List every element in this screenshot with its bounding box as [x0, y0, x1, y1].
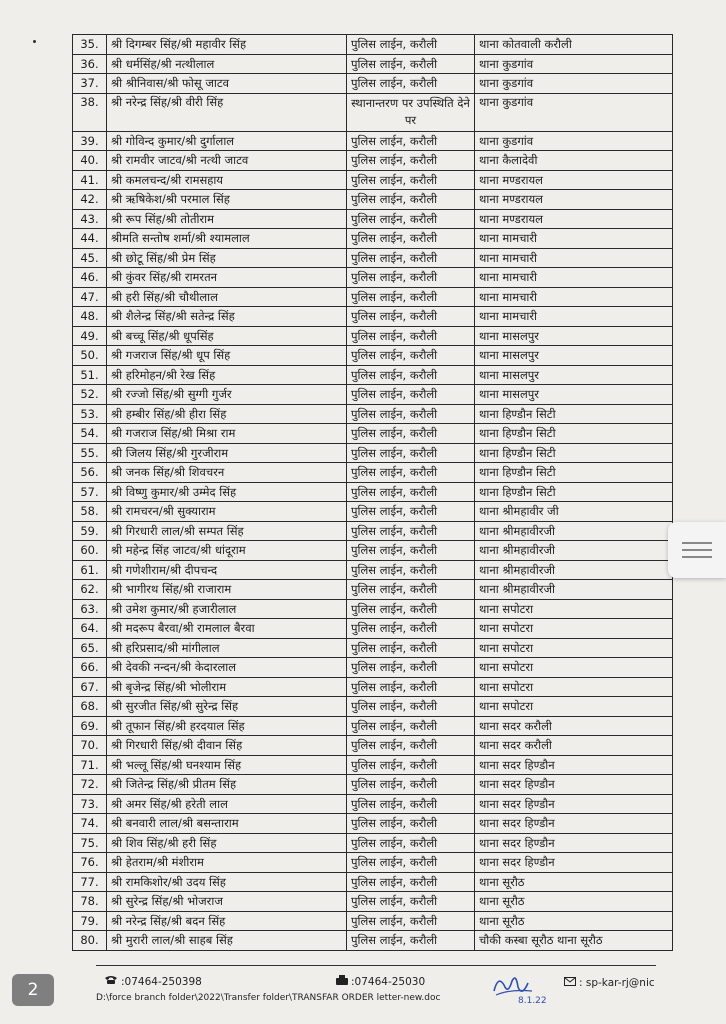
row-number: 35. [73, 35, 107, 55]
employee-name: श्री ऋषिकेश/श्री परमाल सिंह [107, 190, 347, 210]
from-location: पुलिस लाईन, करौली [347, 931, 475, 951]
employee-name: श्री रज्जो सिंह/श्री सुग्गी गुर्जर [107, 385, 347, 405]
email-address: : sp-kar-rj@nic [579, 977, 655, 989]
to-location: थाना मासलपुर [475, 326, 673, 346]
table-row [73, 736, 673, 756]
row-number: 77. [73, 872, 107, 892]
to-location: थाना हिण्डौन सिटी [475, 404, 673, 424]
table-row [73, 697, 673, 717]
from-location: पुलिस लाईन, करौली [347, 911, 475, 931]
from-location: पुलिस लाईन, करौली [347, 346, 475, 366]
row-number: 54. [73, 424, 107, 444]
from-location: पुलिस लाईन, करौली [347, 404, 475, 424]
to-location: थाना सदर हिण्डौन [475, 853, 673, 873]
row-number: 51. [73, 365, 107, 385]
row-number: 66. [73, 658, 107, 678]
phone-icon [104, 975, 118, 988]
employee-name: श्री गजराज सिंह/श्री धूप सिंह [107, 346, 347, 366]
to-location: थाना मामचारी [475, 248, 673, 268]
employee-name: श्री गणेशीराम/श्री दीपचन्द [107, 560, 347, 580]
row-number: 65. [73, 638, 107, 658]
employee-name: श्री कमलचन्द/श्री रामसहाय [107, 170, 347, 190]
employee-name: श्री सुरजीत सिंह/श्री सुरेन्द्र सिंह [107, 697, 347, 717]
to-location: थाना मासलपुर [475, 346, 673, 366]
from-location: पुलिस लाईन, करौली [347, 287, 475, 307]
from-location: स्थानान्तरण पर उपस्थिति देने पर [347, 93, 475, 131]
from-location: पुलिस लाईन, करौली [347, 190, 475, 210]
table-row [73, 93, 673, 131]
employee-name: श्री शिव सिंह/श्री हरी सिंह [107, 833, 347, 853]
email-line [564, 977, 655, 989]
letter-footer [96, 969, 676, 1009]
row-number: 46. [73, 268, 107, 288]
transfer-table [72, 34, 673, 951]
from-location: पुलिस लाईन, करौली [347, 521, 475, 541]
from-location: पुलिस लाईन, करौली [347, 638, 475, 658]
row-number: 73. [73, 794, 107, 814]
table-row [73, 365, 673, 385]
table-row [73, 560, 673, 580]
employee-name: श्री जिलय सिंह/श्री गुरजीराम [107, 443, 347, 463]
employee-name: श्री रामवीर जाटव/श्री नत्थी जाटव [107, 151, 347, 171]
to-location: थाना कुडगांव [475, 74, 673, 94]
to-location: थाना सूरौठ [475, 911, 673, 931]
table-row [73, 755, 673, 775]
transfer-table-body [73, 35, 673, 951]
to-location: थाना सदर हिण्डौन [475, 755, 673, 775]
to-location: थाना हिण्डौन सिटी [475, 443, 673, 463]
row-number: 69. [73, 716, 107, 736]
to-location: थाना सपोटरा [475, 638, 673, 658]
employee-name: श्री बृजेन्द्र सिंह/श्री भोलीराम [107, 677, 347, 697]
row-number: 74. [73, 814, 107, 834]
from-location: पुलिस लाईन, करौली [347, 209, 475, 229]
row-number: 52. [73, 385, 107, 405]
from-location: पुलिस लाईन, करौली [347, 833, 475, 853]
table-row [73, 404, 673, 424]
to-location: थाना सदर करौली [475, 716, 673, 736]
table-row [73, 326, 673, 346]
from-location: पुलिस लाईन, करौली [347, 365, 475, 385]
to-location: थाना मण्डरायल [475, 170, 673, 190]
employee-name: श्री देवकी नन्दन/श्री केदारलाल [107, 658, 347, 678]
employee-name: श्री कुंवर सिंह/श्री रामरतन [107, 268, 347, 288]
file-path: D:\force branch folder\2022\Transfer folder\TRANSFAR ORDER letter-new.doc [96, 993, 441, 1003]
to-location: चौकी कस्बा सूरौठ थाना सूरौठ [475, 931, 673, 951]
row-number: 64. [73, 619, 107, 639]
to-location: थाना सूरौठ [475, 872, 673, 892]
employee-name: श्री विष्णु कुमार/श्री उम्मेद सिंह [107, 482, 347, 502]
from-location: पुलिस लाईन, करौली [347, 677, 475, 697]
margin-dot [33, 40, 36, 43]
table-row [73, 346, 673, 366]
to-location: थाना श्रीमहावीरजी [475, 521, 673, 541]
row-number: 55. [73, 443, 107, 463]
table-row [73, 307, 673, 327]
to-location: थाना सपोटरा [475, 697, 673, 717]
employee-name: श्री गिरधारी सिंह/श्री दीवान सिंह [107, 736, 347, 756]
to-location: थाना सदर हिण्डौन [475, 833, 673, 853]
row-number: 53. [73, 404, 107, 424]
from-location: पुलिस लाईन, करौली [347, 463, 475, 483]
footer-divider [96, 965, 656, 966]
to-location: थाना सूरौठ [475, 892, 673, 912]
from-location: पुलिस लाईन, करौली [347, 54, 475, 74]
employee-name: श्री रूप सिंह/श्री तोतीराम [107, 209, 347, 229]
table-row [73, 619, 673, 639]
employee-name: श्री भल्लू सिंह/श्री घनश्याम सिंह [107, 755, 347, 775]
to-location: थाना सपोटरा [475, 658, 673, 678]
from-location: पुलिस लाईन, करौली [347, 248, 475, 268]
row-number: 42. [73, 190, 107, 210]
row-number: 38. [73, 93, 107, 131]
employee-name: श्री हरी सिंह/श्री चौथीलाल [107, 287, 347, 307]
table-row [73, 521, 673, 541]
fax-number: :07464-25030 [351, 976, 426, 988]
fax-line [336, 975, 425, 988]
employee-name: श्री भागीरथ सिंह/श्री राजाराम [107, 580, 347, 600]
row-number: 58. [73, 502, 107, 522]
row-number: 36. [73, 54, 107, 74]
table-row [73, 170, 673, 190]
mail-icon [564, 977, 576, 989]
table-row [73, 794, 673, 814]
employee-name: श्री नरेन्द्र सिंह/श्री वीरी सिंह [107, 93, 347, 131]
table-row [73, 638, 673, 658]
table-row [73, 463, 673, 483]
row-number: 80. [73, 931, 107, 951]
row-number: 39. [73, 131, 107, 151]
employee-name: श्री अमर सिंह/श्री हरेती लाल [107, 794, 347, 814]
to-location: थाना श्रीमहावीरजी [475, 560, 673, 580]
from-location: पुलिस लाईन, करौली [347, 307, 475, 327]
to-location: थाना मामचारी [475, 287, 673, 307]
table-row [73, 541, 673, 561]
table-row [73, 385, 673, 405]
to-location: थाना सपोटरा [475, 677, 673, 697]
employee-name: श्री उमेश कुमार/श्री हजारीलाल [107, 599, 347, 619]
to-location: थाना कुडगांव [475, 93, 673, 131]
employee-name: श्री जितेन्द्र सिंह/श्री प्रीतम सिंह [107, 775, 347, 795]
from-location: पुलिस लाईन, करौली [347, 131, 475, 151]
table-row [73, 833, 673, 853]
row-number: 50. [73, 346, 107, 366]
to-location: थाना श्रीमहावीरजी [475, 541, 673, 561]
from-location: पुलिस लाईन, करौली [347, 560, 475, 580]
employee-name: श्री तूफान सिंह/श्री हरदयाल सिंह [107, 716, 347, 736]
employee-name: श्री हरिप्रसाद/श्री मांगीलाल [107, 638, 347, 658]
employee-name: श्री मुरारी लाल/श्री साहब सिंह [107, 931, 347, 951]
from-location: पुलिस लाईन, करौली [347, 482, 475, 502]
employee-name: श्री रामकिशोर/श्री उदय सिंह [107, 872, 347, 892]
employee-name: श्री हरिमोहन/श्री रेख सिंह [107, 365, 347, 385]
table-row [73, 911, 673, 931]
row-number: 68. [73, 697, 107, 717]
table-row [73, 74, 673, 94]
row-number: 37. [73, 74, 107, 94]
from-location: पुलिस लाईन, करौली [347, 268, 475, 288]
phone-line [104, 975, 202, 988]
to-location: थाना मासलपुर [475, 365, 673, 385]
row-number: 59. [73, 521, 107, 541]
from-location: पुलिस लाईन, करौली [347, 794, 475, 814]
table-row [73, 677, 673, 697]
table-row [73, 931, 673, 951]
row-number: 56. [73, 463, 107, 483]
row-number: 71. [73, 755, 107, 775]
employee-name: श्री सुरेन्द्र सिंह/श्री भोजराज [107, 892, 347, 912]
from-location: पुलिस लाईन, करौली [347, 151, 475, 171]
table-row [73, 814, 673, 834]
row-number: 67. [73, 677, 107, 697]
table-row [73, 872, 673, 892]
employee-name: श्रीमति सन्तोष शर्मा/श्री श्यामलाल [107, 229, 347, 249]
to-location: थाना कुडगांव [475, 131, 673, 151]
from-location: पुलिस लाईन, करौली [347, 580, 475, 600]
signature-date: 8.1.22 [518, 996, 547, 1006]
employee-name: श्री मदरूप बैरवा/श्री रामलाल बैरवा [107, 619, 347, 639]
row-number: 72. [73, 775, 107, 795]
row-number: 75. [73, 833, 107, 853]
row-number: 47. [73, 287, 107, 307]
to-location: थाना मासलपुर [475, 385, 673, 405]
table-row [73, 892, 673, 912]
employee-name: श्री गोविन्द कुमार/श्री दुर्गालाल [107, 131, 347, 151]
from-location: पुलिस लाईन, करौली [347, 424, 475, 444]
row-number: 49. [73, 326, 107, 346]
from-location: पुलिस लाईन, करौली [347, 697, 475, 717]
table-row [73, 775, 673, 795]
table-row [73, 502, 673, 522]
to-location: थाना मण्डरायल [475, 209, 673, 229]
row-number: 40. [73, 151, 107, 171]
menu-button[interactable] [668, 522, 726, 578]
to-location: थाना श्रीमहावीरजी [475, 580, 673, 600]
employee-name: श्री धर्मसिंह/श्री नत्थीलाल [107, 54, 347, 74]
from-location: पुलिस लाईन, करौली [347, 385, 475, 405]
table-row [73, 151, 673, 171]
row-number: 45. [73, 248, 107, 268]
table-row [73, 268, 673, 288]
to-location: थाना मामचारी [475, 268, 673, 288]
row-number: 62. [73, 580, 107, 600]
from-location: पुलिस लाईन, करौली [347, 619, 475, 639]
row-number: 44. [73, 229, 107, 249]
to-location: थाना सदर करौली [475, 736, 673, 756]
from-location: पुलिस लाईन, करौली [347, 716, 475, 736]
table-row [73, 35, 673, 55]
to-location: थाना सपोटरा [475, 599, 673, 619]
employee-name: श्री दिगम्बर सिंह/श्री महावीर सिंह [107, 35, 347, 55]
from-location: पुलिस लाईन, करौली [347, 755, 475, 775]
from-location: पुलिस लाईन, करौली [347, 502, 475, 522]
to-location: थाना मण्डरायल [475, 190, 673, 210]
to-location: थाना हिण्डौन सिटी [475, 482, 673, 502]
employee-name: श्री शैलेन्द्र सिंह/श्री सतेन्द्र सिंह [107, 307, 347, 327]
table-row [73, 424, 673, 444]
to-location: थाना मामचारी [475, 307, 673, 327]
from-location: पुलिस लाईन, करौली [347, 853, 475, 873]
table-row [73, 131, 673, 151]
employee-name: श्री बच्चू सिंह/श्री धूपसिंह [107, 326, 347, 346]
row-number: 79. [73, 911, 107, 931]
table-row [73, 853, 673, 873]
table-row [73, 716, 673, 736]
employee-name: श्री गजराज सिंह/श्री मिश्रा राम [107, 424, 347, 444]
employee-name: श्री श्रीनिवास/श्री फोसू जाटव [107, 74, 347, 94]
row-number: 78. [73, 892, 107, 912]
fax-icon [336, 975, 348, 988]
table-row [73, 482, 673, 502]
table-row [73, 599, 673, 619]
from-location: पुलिस लाईन, करौली [347, 443, 475, 463]
page-number-badge[interactable]: 2 [12, 974, 54, 1006]
signature [488, 969, 556, 1007]
from-location: पुलिस लाईन, करौली [347, 326, 475, 346]
employee-name: श्री महेन्द्र सिंह जाटव/श्री धांदूराम [107, 541, 347, 561]
table-row [73, 248, 673, 268]
to-location: थाना सदर हिण्डौन [475, 814, 673, 834]
table-row [73, 443, 673, 463]
to-location: थाना हिण्डौन सिटी [475, 424, 673, 444]
from-location: पुलिस लाईन, करौली [347, 658, 475, 678]
employee-name: श्री हेतराम/श्री मंशीराम [107, 853, 347, 873]
to-location: थाना हिण्डौन सिटी [475, 463, 673, 483]
to-location: थाना श्रीमहावीर जी [475, 502, 673, 522]
from-location: पुलिस लाईन, करौली [347, 170, 475, 190]
to-location: थाना कैलादेवी [475, 151, 673, 171]
from-location: पुलिस लाईन, करौली [347, 35, 475, 55]
from-location: पुलिस लाईन, करौली [347, 736, 475, 756]
to-location: थाना मामचारी [475, 229, 673, 249]
table-row [73, 229, 673, 249]
table-row [73, 54, 673, 74]
phone-number: :07464-250398 [121, 976, 202, 988]
from-location: पुलिस लाईन, करौली [347, 775, 475, 795]
to-location: थाना कोतवाली करौली [475, 35, 673, 55]
employee-name: श्री रामचरन/श्री सुक्याराम [107, 502, 347, 522]
row-number: 61. [73, 560, 107, 580]
row-number: 43. [73, 209, 107, 229]
to-location: थाना सदर हिण्डौन [475, 775, 673, 795]
from-location: पुलिस लाईन, करौली [347, 74, 475, 94]
to-location: थाना सदर हिण्डौन [475, 794, 673, 814]
from-location: पुलिस लाईन, करौली [347, 814, 475, 834]
employee-name: श्री जनक सिंह/श्री शिवचरन [107, 463, 347, 483]
employee-name: श्री नरेन्द्र सिंह/श्री बदन सिंह [107, 911, 347, 931]
row-number: 57. [73, 482, 107, 502]
table-row [73, 658, 673, 678]
table-row [73, 209, 673, 229]
to-location: थाना सपोटरा [475, 619, 673, 639]
table-row [73, 287, 673, 307]
employee-name: श्री गिरधारी लाल/श्री सम्पत सिंह [107, 521, 347, 541]
table-row [73, 190, 673, 210]
employee-name: श्री छोटू सिंह/श्री प्रेम सिंह [107, 248, 347, 268]
from-location: पुलिस लाईन, करौली [347, 229, 475, 249]
employee-name: श्री हम्बीर सिंह/श्री हीरा सिंह [107, 404, 347, 424]
to-location: थाना कुडगांव [475, 54, 673, 74]
table-row [73, 580, 673, 600]
from-location: पुलिस लाईन, करौली [347, 892, 475, 912]
row-number: 60. [73, 541, 107, 561]
from-location: पुलिस लाईन, करौली [347, 599, 475, 619]
row-number: 70. [73, 736, 107, 756]
employee-name: श्री बनवारी लाल/श्री बसन्ताराम [107, 814, 347, 834]
row-number: 63. [73, 599, 107, 619]
row-number: 41. [73, 170, 107, 190]
row-number: 48. [73, 307, 107, 327]
from-location: पुलिस लाईन, करौली [347, 541, 475, 561]
from-location: पुलिस लाईन, करौली [347, 872, 475, 892]
row-number: 76. [73, 853, 107, 873]
